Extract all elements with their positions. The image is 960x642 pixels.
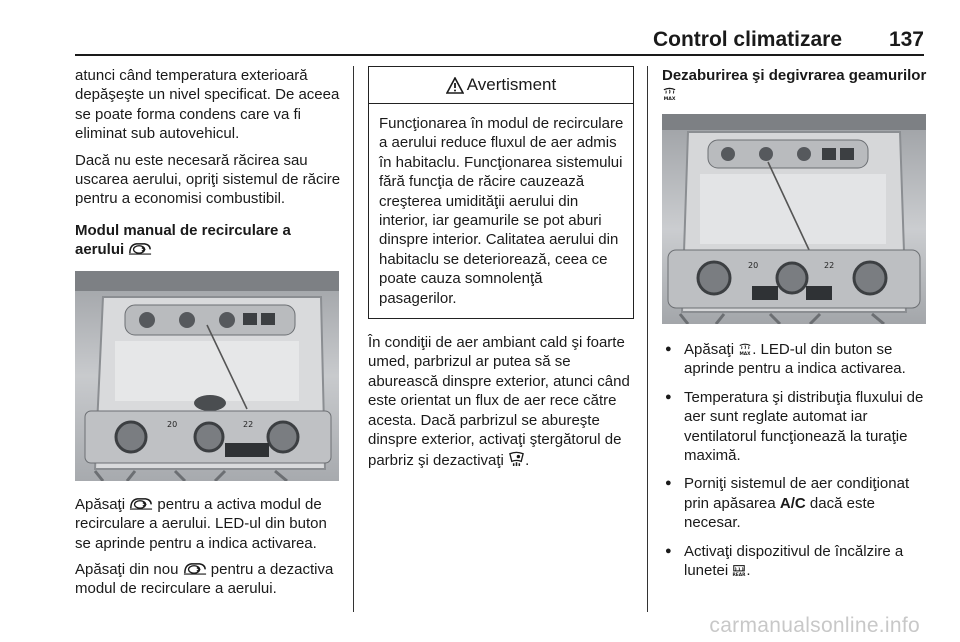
photo-defrost-panel (662, 114, 926, 324)
max-defrost-icon (738, 342, 752, 356)
paragraph: Apăsaţi din nou pentru a dezactiva modul de recirculare a aerului. (75, 561, 334, 598)
column-middle (368, 66, 634, 477)
panel-temp-left: 20 (167, 419, 178, 429)
recirculation-icon (183, 561, 207, 576)
windshield-airflow-icon (508, 450, 525, 467)
ac-label: A/C (779, 494, 806, 512)
recirculation-icon (128, 241, 152, 256)
photo-recirculation-panel (75, 271, 339, 481)
max-defrost-icon (662, 86, 677, 101)
list-item: ● Activaţi dispozitivul de încălzire a lunetei . (662, 542, 930, 581)
rear-window-heater-icon (732, 563, 746, 577)
page-header (0, 26, 960, 62)
panel-temp-right: 22 (243, 419, 254, 429)
list-item: ● Porniţi sistemul de aer condiţionat prin apăsarea A/C dacă este necesar. (662, 474, 930, 532)
column-right (662, 66, 930, 589)
section-heading-defrost: Dezaburirea şi degivrarea geamurilor (662, 66, 930, 104)
paragraph: Apăsaţi pentru a activa modul de recirculare a aerului. LED-ul din buton se aprinde pentru a indica activarea. (75, 495, 327, 552)
list-item: ● Temperatura şi distribuţia fluxului de aer sunt reglate automat iar ventilatorul funcţionează la turaţie maximă. (662, 388, 930, 466)
warning-text: Funcţionarea în modul de recirculare a aerului reduce fluxul de aer admis în habitaclu. Funcţionarea sistemului fără funcţia de răcire cauzează creşterea umidităţii aerului din interior, iar geamurile se pot aburi dinspre interior. Calitatea aerului din habitaclu se deteriorează, ceea ce poate cauza somnolenţă pasagerilor. (379, 115, 624, 307)
paragraph: În condiţii de aer ambiant cald şi foarte umed, parbrizul ar putea să se aburească dinspre exterior, atunci când este orientat un flux de aer rece către acesta. Dacă parbrizul se abureşte dinspre exterior, activaţi ştergătorul de parbriz şi dezactivaţi . (368, 334, 630, 469)
warning-triangle-icon (446, 77, 464, 94)
watermark: carmanualsonline.info (709, 614, 920, 637)
warning-title: Avertisment (466, 75, 557, 95)
warning-box (368, 66, 634, 319)
panel-temp-right: 22 (824, 261, 835, 270)
page-number: 137 (888, 28, 924, 51)
warning-header (369, 67, 633, 104)
recirculation-icon (129, 496, 153, 511)
column-left (75, 66, 341, 606)
paragraph: atunci când temperatura exterioară depăşeşte un nivel specificat. De aceea se poate forma condens care va fi eliminat sub autovehicul. (75, 67, 340, 143)
warning-body (369, 104, 633, 318)
page-title: Control climatizare (652, 28, 842, 51)
column-separator (647, 66, 648, 612)
instruction-list (662, 340, 930, 580)
header-rule (75, 54, 924, 56)
panel-temp-left: 20 (748, 261, 759, 270)
list-item: ● Apăsaţi . LED-ul din buton se aprinde pentru a indica activarea. (662, 340, 930, 379)
section-heading-recirculation: Modul manual de recirculare a aerului (75, 221, 291, 258)
column-separator (353, 66, 354, 612)
paragraph: Dacă nu este necesară răcirea sau uscarea aerului, opriţi sistemul de răcire pentru a economisi combustibil. (75, 151, 341, 208)
